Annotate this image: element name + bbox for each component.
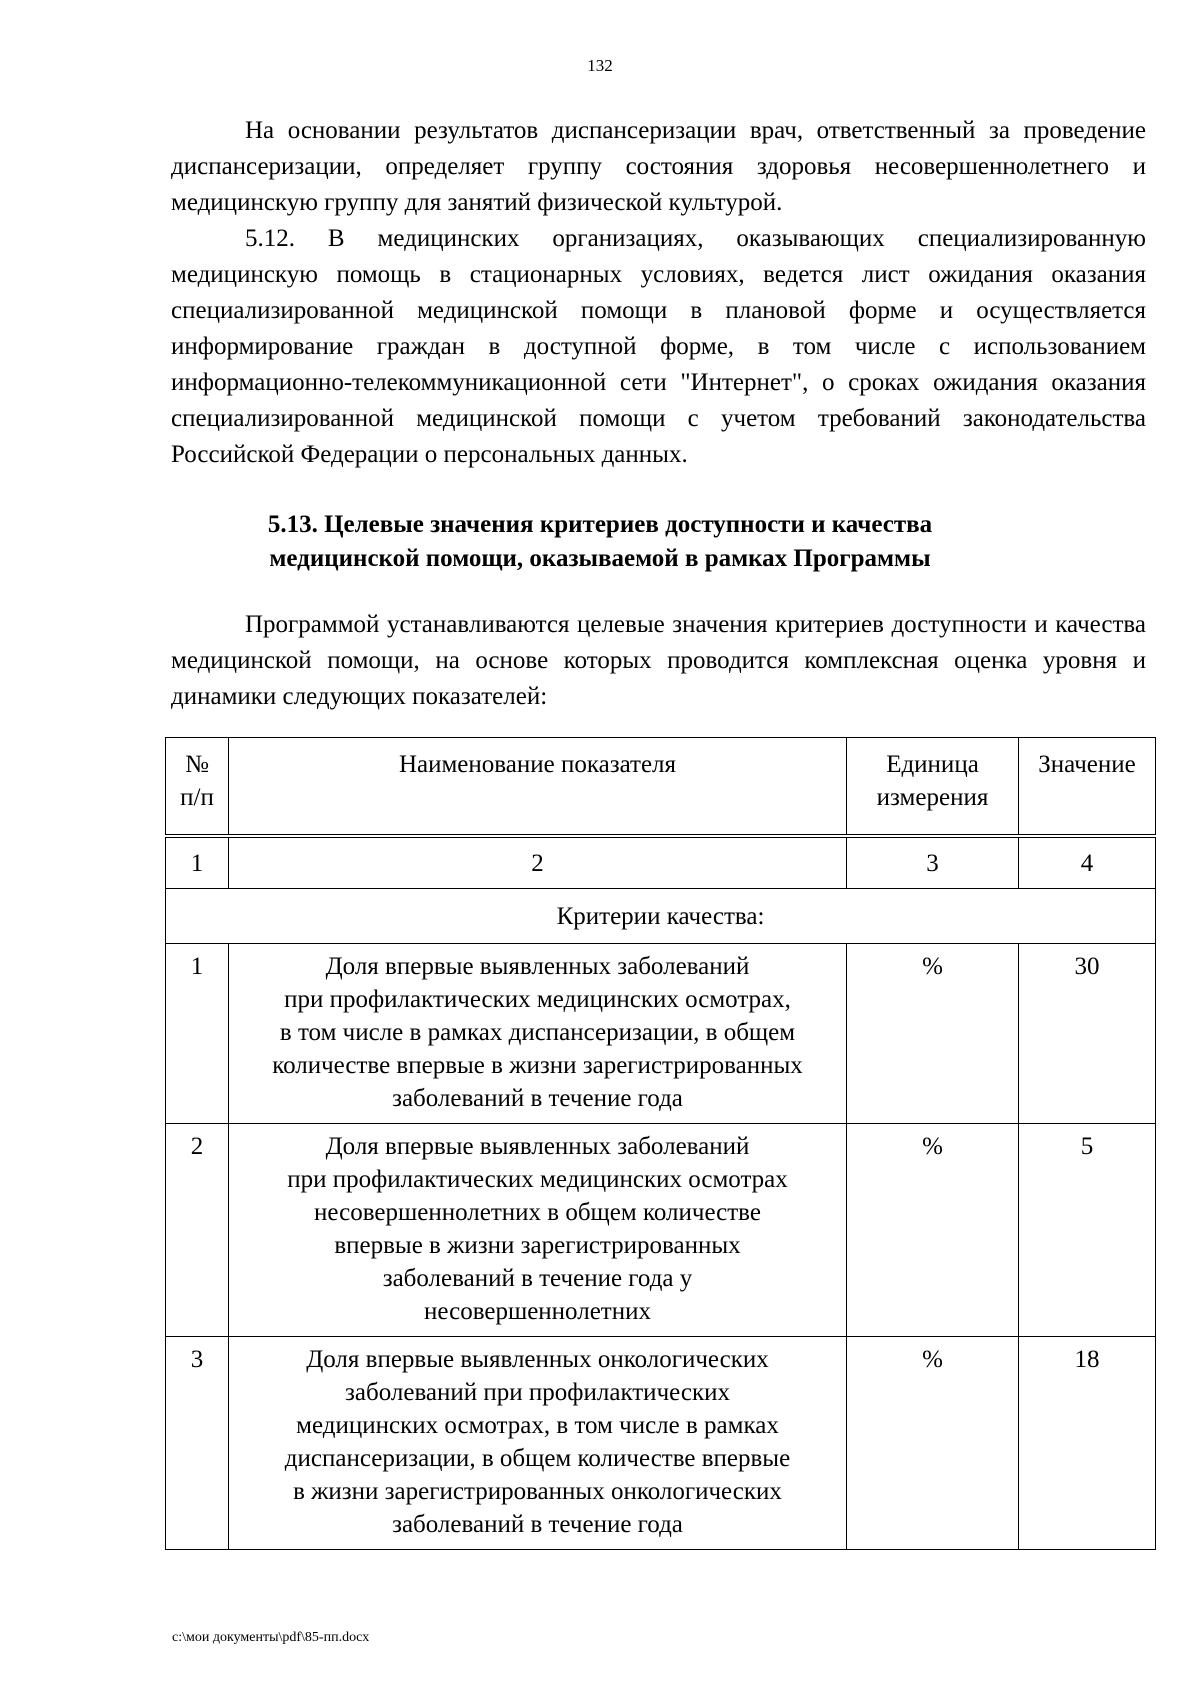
row-unit: % (847, 1124, 1019, 1337)
table-row (166, 944, 1156, 1124)
row-name-line: несовершеннолетних (424, 1298, 651, 1325)
row-name-line: диспансеризации, в общем количестве впервые (284, 1445, 791, 1472)
paragraph-5-12: 5.12. В медицинских организациях, оказывающих специализированную медицинскую помощь в стационарных условиях, ведется лист ожидания оказания специализированной медицинской помощи в плановой форме и осуществляется информирование граждан в доступной форме, в том числе с использованием информационно-телекоммуникационной сети "Интернет", о сроках ожидания оказания специализированной медицинской помощи с учетом требований законодательства Российской Федерации о персональных данных. (171, 225, 1146, 468)
row-name-line: Доля впервые выявленных заболеваний (325, 953, 750, 980)
header-unit-line2: измерения (876, 784, 989, 811)
criteria-table-container (165, 737, 1155, 1550)
paragraph-program-criteria: Программой устанавливаются целевые значения критериев доступности и качества медицинской помощи, на основе которых проводится комплексная оценка уровня и динамики следующих показателей: (171, 611, 1146, 710)
column-number-row (166, 836, 1156, 889)
row-num: 2 (166, 1124, 229, 1337)
heading-line-1: 5.13. Целевые значения критериев доступности и качества (267, 511, 933, 538)
row-name (229, 1337, 847, 1550)
program-paragraph-block (171, 607, 1146, 715)
table-row (166, 1337, 1156, 1550)
intro-paragraphs (171, 113, 1146, 473)
row-name-line: в жизни зарегистрированных онкологических (293, 1478, 782, 1505)
column-number-2: 2 (229, 836, 847, 889)
header-num (166, 738, 229, 837)
row-name-line: заболеваний при профилактических (345, 1379, 730, 1406)
row-name-line: в том числе в рамках диспансеризации, в общем (279, 1019, 796, 1046)
row-name-line: при профилактических медицинских осмотрах (287, 1166, 788, 1193)
row-unit: % (847, 1337, 1019, 1550)
row-name-line: медицинских осмотрах, в том числе в рамках (296, 1412, 779, 1439)
row-unit: % (847, 944, 1019, 1124)
row-value: 30 (1019, 944, 1156, 1124)
heading-line-2: медицинской помощи, оказываемой в рамках Программы (269, 545, 931, 572)
header-unit-line1: Единица (886, 751, 979, 778)
column-number-3: 3 (847, 836, 1019, 889)
column-number-1: 1 (166, 836, 229, 889)
row-name (229, 1124, 847, 1337)
row-name-line: количестве впервые в жизни зарегистрированных (272, 1052, 803, 1079)
row-name-line: заболеваний в течение года (392, 1511, 683, 1538)
row-name-line: впервые в жизни зарегистрированных (334, 1232, 741, 1259)
table-row (166, 1124, 1156, 1337)
section-label: Критерии качества: (166, 889, 1156, 944)
row-value: 5 (1019, 1124, 1156, 1337)
footer-file-path: c:\мои документы\pdf\85-пп.docx (172, 1630, 370, 1645)
column-number-4: 4 (1019, 836, 1156, 889)
row-name-line: при профилактических медицинских осмотрах, (284, 986, 791, 1013)
row-num: 3 (166, 1337, 229, 1550)
header-num-line1: № (185, 751, 209, 778)
section-heading-5-13 (0, 508, 1200, 576)
row-name (229, 944, 847, 1124)
page-number: 132 (587, 56, 613, 75)
row-name-line: заболеваний в течение года у (382, 1265, 693, 1292)
row-name-line: несовершеннолетних в общем количестве (314, 1199, 761, 1226)
header-num-line2: п/п (180, 784, 214, 811)
header-value: Значение (1019, 738, 1156, 837)
table-header-row (166, 738, 1156, 837)
header-name: Наименование показателя (229, 738, 847, 837)
paragraph-dispanserization: На основании результатов диспансеризации врач, ответственный за проведение диспансеризации, определяет группу состояния здоровья несовершеннолетнего и медицинскую группу для занятий физической культурой. (171, 117, 1146, 216)
row-num: 1 (166, 944, 229, 1124)
section-row-quality (166, 889, 1156, 944)
header-unit (847, 738, 1019, 837)
row-value: 18 (1019, 1337, 1156, 1550)
criteria-table (165, 737, 1156, 1550)
row-name-line: заболеваний в течение года (392, 1085, 683, 1112)
row-name-line: Доля впервые выявленных онкологических (306, 1346, 769, 1373)
row-name-line: Доля впервые выявленных заболеваний (325, 1133, 750, 1160)
